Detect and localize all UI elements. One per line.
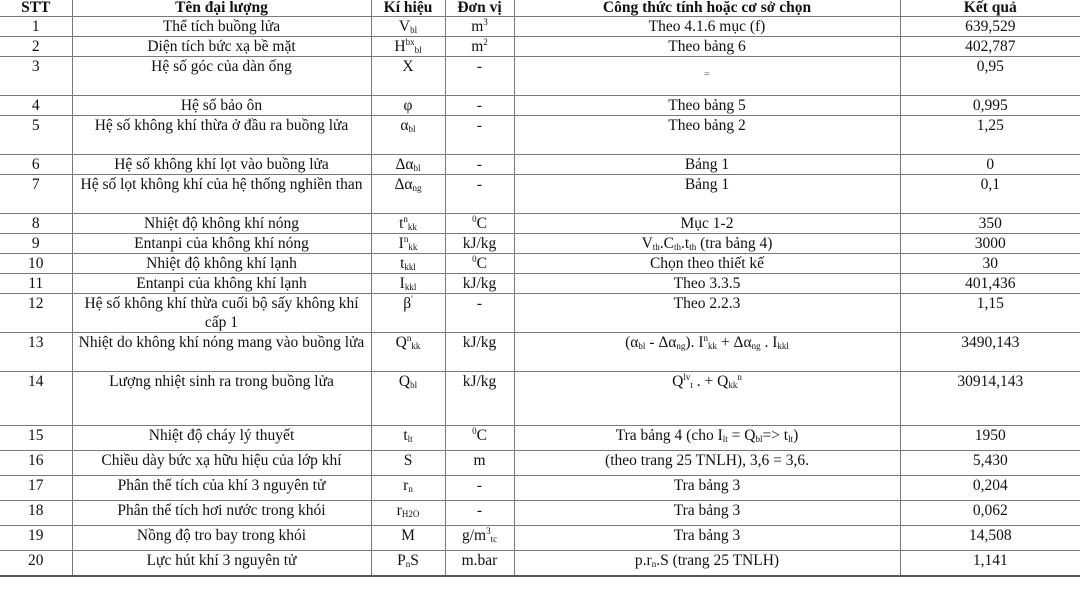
cell-stt: 20: [0, 551, 72, 576]
cell-formula: Theo bảng 5: [514, 96, 900, 116]
cell-formula: Tra bảng 3: [514, 476, 900, 501]
cell-stt: 18: [0, 501, 72, 526]
cell-result: 350: [900, 214, 1080, 234]
cell-result: 3490,143: [900, 333, 1080, 372]
cell-stt: 9: [0, 234, 72, 254]
cell-formula: $(\alpha_{bl} - \Delta\alpha_{ng})$. $I^n_{kk} + \Delta\alpha_{ng}$ . $I_{kkl}$: [514, 333, 900, 372]
cell-formula: Chọn theo thiết kế: [514, 254, 900, 274]
cell-symbol: X: [371, 57, 445, 96]
cell-result: 3000: [900, 234, 1080, 254]
cell-formula: Tra bảng 3: [514, 501, 900, 526]
cell-stt: 5: [0, 116, 72, 155]
table-row: [0, 17, 1080, 37]
cell-name: Diện tích bức xạ bề mặt: [72, 37, 371, 57]
cell-name: Hệ số góc của dàn ống: [72, 57, 371, 96]
cell-result: 0: [900, 155, 1080, 175]
cell-formula: (theo trang 25 TNLH), 3,6 = 3,6.: [514, 451, 900, 476]
table-row: [0, 476, 1080, 501]
cell-unit: -: [445, 294, 514, 333]
cell-unit: $m^3$: [445, 17, 514, 37]
table-row: [0, 526, 1080, 551]
cell-result: 0,204: [900, 476, 1080, 501]
cell-unit: $^0$C: [445, 426, 514, 451]
table-row: [0, 175, 1080, 214]
cell-formula: Theo 4.1.6 mục (f): [514, 17, 900, 37]
cell-unit: -: [445, 175, 514, 214]
cell-stt: 7: [0, 175, 72, 214]
cell-name: Entanpi của không khí nóng: [72, 234, 371, 254]
cell-formula: Bảng 1: [514, 155, 900, 175]
cell-stt: 12: [0, 294, 72, 333]
cell-unit: m: [445, 451, 514, 476]
table-row: [0, 274, 1080, 294]
cell-result: 30914,143: [900, 372, 1080, 426]
cell-stt: 16: [0, 451, 72, 476]
cell-name: Hệ số lọt không khí của hệ thống nghiền than: [72, 175, 371, 214]
table-row: [0, 551, 1080, 576]
cell-unit: -: [445, 501, 514, 526]
cell-symbol: S: [371, 451, 445, 476]
cell-unit: kJ/kg: [445, 372, 514, 426]
header-formula: Công thức tính hoặc cơ sở chọn: [514, 0, 900, 17]
cell-unit: -: [445, 155, 514, 175]
header-name: Tên đại lượng: [72, 0, 371, 17]
cell-stt: 15: [0, 426, 72, 451]
cell-result: 0,1: [900, 175, 1080, 214]
cell-stt: 3: [0, 57, 72, 96]
cell-name: Nồng độ tro bay trong khói: [72, 526, 371, 551]
table-row: [0, 57, 1080, 96]
cell-symbol: $\Delta\alpha_{ng}$: [371, 175, 445, 214]
cell-stt: 17: [0, 476, 72, 501]
cell-formula: Tra bảng 3: [514, 526, 900, 551]
cell-unit: $g/m^3_{tc}$: [445, 526, 514, 551]
cell-symbol: φ: [371, 96, 445, 116]
cell-result: 5,430: [900, 451, 1080, 476]
cell-formula: Tra bảng 4 (cho $I_{lt} = Q_{bl}=> t_{lt}$): [514, 426, 900, 451]
cell-symbol: M: [371, 526, 445, 551]
table-row: [0, 451, 1080, 476]
cell-result: 14,508: [900, 526, 1080, 551]
table-row: [0, 501, 1080, 526]
table-row: [0, 333, 1080, 372]
header-row: [0, 0, 1080, 17]
cell-result: 1,25: [900, 116, 1080, 155]
cell-symbol: $V_{bl}$: [371, 17, 445, 37]
table-row: [0, 155, 1080, 175]
cell-unit: -: [445, 57, 514, 96]
cell-name: Entanpi của không khí lạnh: [72, 274, 371, 294]
cell-name: Nhiệt do không khí nóng mang vào buồng lửa: [72, 333, 371, 372]
cell-result: 0,995: [900, 96, 1080, 116]
cell-formula: Theo 3.3.5: [514, 274, 900, 294]
cell-name: Hệ số không khí thừa cuối bộ sấy không khí cấp 1: [72, 294, 371, 333]
table-row: [0, 116, 1080, 155]
cell-stt: 6: [0, 155, 72, 175]
cell-name: Hệ số không khí thừa ở đầu ra buồng lửa: [72, 116, 371, 155]
cell-stt: 4: [0, 96, 72, 116]
cell-unit: -: [445, 116, 514, 155]
cell-stt: 14: [0, 372, 72, 426]
cell-unit: kJ/kg: [445, 234, 514, 254]
header-result: Kết quả: [900, 0, 1080, 17]
cell-result: 1,15: [900, 294, 1080, 333]
cell-stt: 1: [0, 17, 72, 37]
cell-unit: m.bar: [445, 551, 514, 576]
header-stt: STT: [0, 0, 72, 17]
table-row: [0, 234, 1080, 254]
table-row: [0, 426, 1080, 451]
cell-unit: $m^2$: [445, 37, 514, 57]
cell-name: Thể tích buồng lửa: [72, 17, 371, 37]
cell-name: Phân thể tích của khí 3 nguyên tử: [72, 476, 371, 501]
cell-result: 1,141: [900, 551, 1080, 576]
cell-symbol: $H^{bx}_{bl}$: [371, 37, 445, 57]
cell-formula: =: [514, 57, 900, 96]
cell-formula: $p.r_n.S$ (trang 25 TNLH): [514, 551, 900, 576]
cell-stt: 8: [0, 214, 72, 234]
table-row: [0, 214, 1080, 234]
cell-formula: Theo bảng 2: [514, 116, 900, 155]
table-row: [0, 96, 1080, 116]
cell-unit: kJ/kg: [445, 333, 514, 372]
cell-formula: Theo 2.2.3: [514, 294, 900, 333]
cell-symbol: $t_{lt}$: [371, 426, 445, 451]
cell-result: 402,787: [900, 37, 1080, 57]
cell-unit: $^0$C: [445, 254, 514, 274]
cell-formula: Mục 1-2: [514, 214, 900, 234]
cell-name: Nhiệt độ cháy lý thuyết: [72, 426, 371, 451]
cell-stt: 13: [0, 333, 72, 372]
cell-symbol: $\Delta\alpha_{bl}$: [371, 155, 445, 175]
cell-symbol: $\alpha_{bl}$: [371, 116, 445, 155]
table-row: [0, 254, 1080, 274]
cell-stt: 19: [0, 526, 72, 551]
cell-name: Hệ số bảo ôn: [72, 96, 371, 116]
cell-name: Lực hút khí 3 nguyên tử: [72, 551, 371, 576]
cell-symbol: $Q^n_{kk}$: [371, 333, 445, 372]
cell-symbol: $I_{kkl}$: [371, 274, 445, 294]
cell-result: 639,529: [900, 17, 1080, 37]
cell-unit: -: [445, 96, 514, 116]
header-symbol: Kí hiệu: [371, 0, 445, 17]
cell-symbol: $r_{H2O}$: [371, 501, 445, 526]
cell-symbol: $Q_{bl}$: [371, 372, 445, 426]
cell-name: Nhiệt độ không khí nóng: [72, 214, 371, 234]
table-row: [0, 37, 1080, 57]
table-row: [0, 372, 1080, 426]
cell-name: Chiều dày bức xạ hữu hiệu của lớp khí: [72, 451, 371, 476]
cell-formula: Theo bảng 6: [514, 37, 900, 57]
cell-formula: $V_{th}.C_{th}.t_{th}$ (tra bảng 4): [514, 234, 900, 254]
cell-result: 0,95: [900, 57, 1080, 96]
cell-symbol: $r_n$: [371, 476, 445, 501]
cell-name: Lượng nhiệt sinh ra trong buồng lửa: [72, 372, 371, 426]
cell-symbol: β': [371, 294, 445, 333]
cell-name: Nhiệt độ không khí lạnh: [72, 254, 371, 274]
cell-name: Phân thể tích hơi nước trong khói: [72, 501, 371, 526]
table-row: [0, 294, 1080, 333]
cell-symbol: $t_{kkl}$: [371, 254, 445, 274]
cell-unit: kJ/kg: [445, 274, 514, 294]
cell-result: 401,436: [900, 274, 1080, 294]
cell-symbol: $t^n_{kk}$: [371, 214, 445, 234]
cell-stt: 10: [0, 254, 72, 274]
cell-result: 1950: [900, 426, 1080, 451]
cell-name: Hệ số không khí lọt vào buồng lửa: [72, 155, 371, 175]
cell-formula: $Q^{lv}_t$ . + $Q_{kk}^n$: [514, 372, 900, 426]
cell-unit: -: [445, 476, 514, 501]
cell-symbol: $I^n_{kk}$: [371, 234, 445, 254]
cell-symbol: $P_nS$: [371, 551, 445, 576]
header-unit: Đơn vị: [445, 0, 514, 17]
cell-stt: 2: [0, 37, 72, 57]
cell-unit: $^0$C: [445, 214, 514, 234]
cell-formula: Bảng 1: [514, 175, 900, 214]
cell-result: 0,062: [900, 501, 1080, 526]
cell-result: 30: [900, 254, 1080, 274]
cell-stt: 11: [0, 274, 72, 294]
